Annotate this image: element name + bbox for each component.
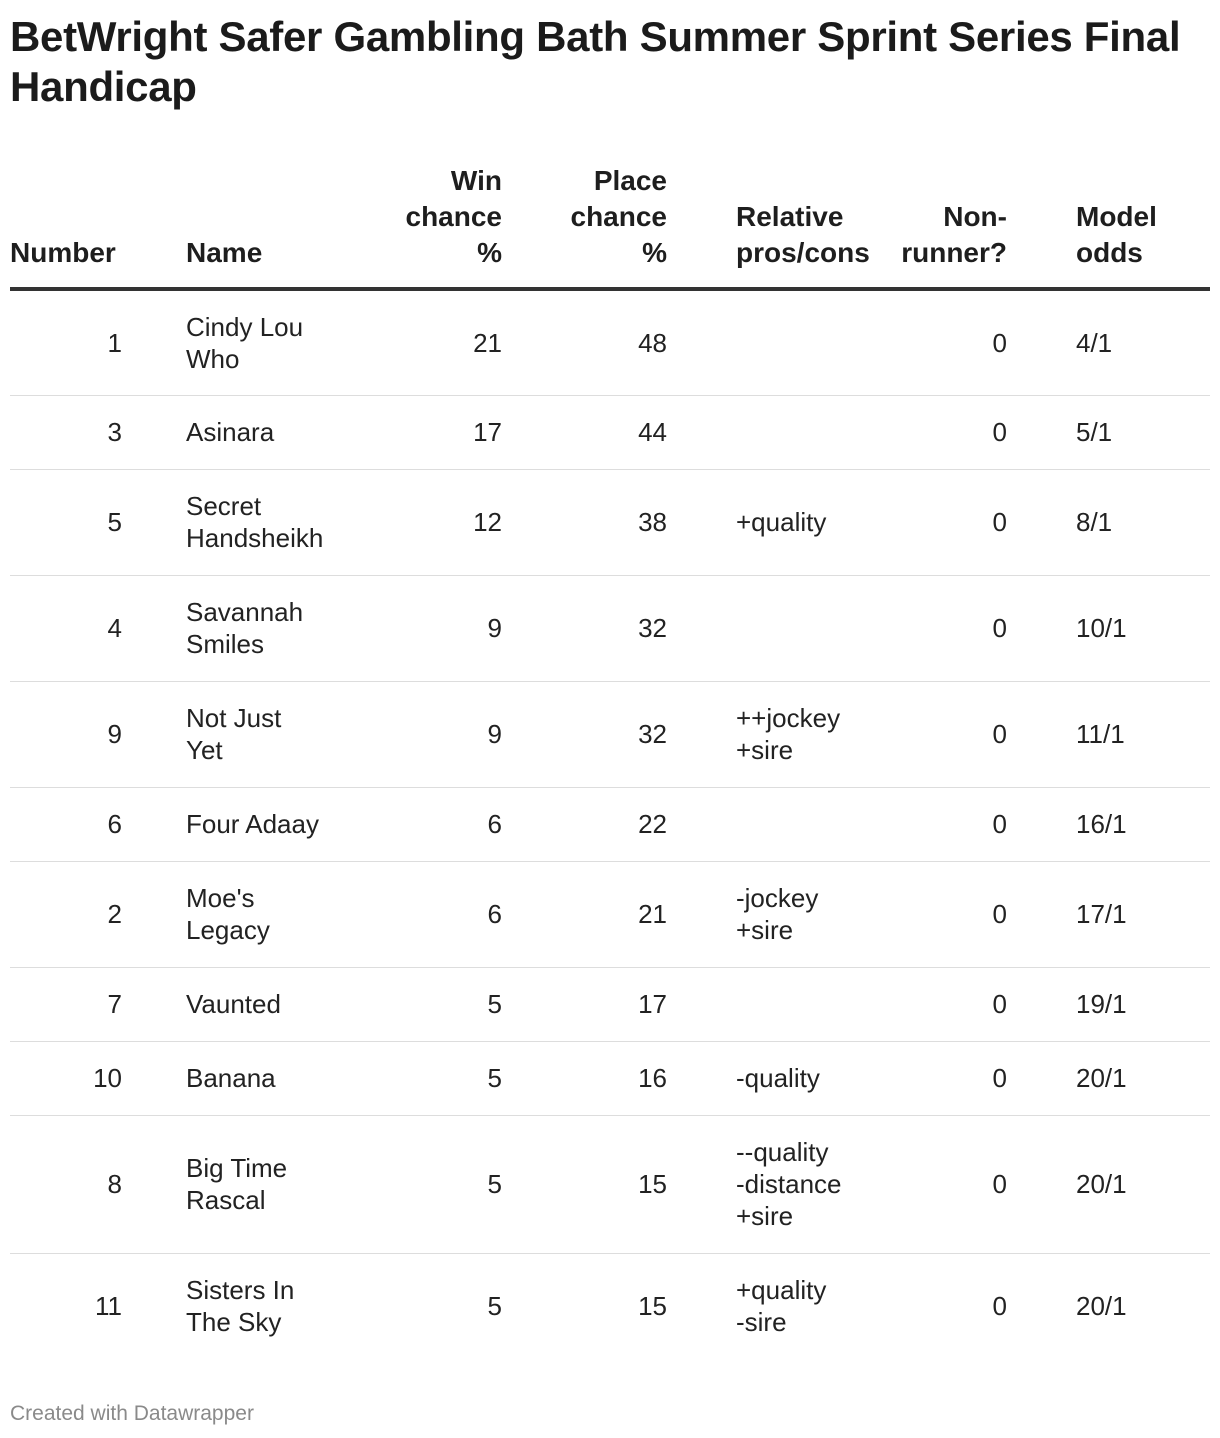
cell-pros-cons: +quality -sire	[736, 1275, 827, 1338]
cell-pros-cons: --quality -distance +sire	[671, 1115, 871, 1253]
cell-model-odds: 20/1	[1011, 1041, 1210, 1115]
chart-title: BetWright Safer Gambling Bath Summer Sprint Series Final Handicap	[10, 13, 1181, 110]
cell-pros-cons	[671, 787, 871, 861]
cell-name: Moe's Legacy	[186, 861, 346, 967]
cell-model-odds: 16/1	[1011, 787, 1210, 861]
column-header-non-runner[interactable]: Non- runner?	[871, 163, 1011, 289]
table-row	[10, 1253, 1210, 1359]
cell-pros-cons: -jockey +sire	[671, 861, 871, 967]
cell-name: Four Adaay	[186, 787, 346, 861]
cell-non-runner: 0	[871, 681, 1011, 787]
table-body	[10, 289, 1210, 1359]
cell-non-runner: 0	[871, 469, 1011, 575]
cell-number: 4	[10, 575, 186, 681]
cell-model-odds: 5/1	[1011, 395, 1210, 469]
cell-pros-cons	[671, 395, 871, 469]
cell-win-chance: 17	[346, 395, 506, 469]
odds-table	[10, 163, 1210, 1359]
cell-win-chance: 12	[346, 469, 506, 575]
table-row	[10, 681, 1210, 787]
cell-number: 11	[95, 1291, 122, 1322]
cell-number: 3	[10, 395, 186, 469]
cell-pros-cons: ++jockey +sire	[671, 681, 871, 787]
cell-pros-cons: -quality	[671, 1041, 871, 1115]
cell-name: Asinara	[186, 395, 346, 469]
column-header-pros-cons[interactable]: Relative pros/cons	[671, 163, 871, 289]
table-row	[10, 395, 1210, 469]
cell-number: 9	[10, 681, 186, 787]
cell-number: 8	[10, 1115, 186, 1253]
cell-non-runner: 0	[871, 575, 1011, 681]
column-header-number[interactable]: Number	[10, 163, 186, 289]
cell-pros-cons	[671, 289, 871, 395]
cell-place-chance: 17	[506, 967, 671, 1041]
cell-place-chance: 38	[506, 469, 671, 575]
cell-number: 2	[10, 861, 186, 967]
cell-non-runner: 0	[871, 1041, 1011, 1115]
cell-name: Savannah Smiles	[186, 575, 346, 681]
cell-place-chance: 21	[506, 861, 671, 967]
table-row	[10, 469, 1210, 575]
table-row	[10, 861, 1210, 967]
cell-model-odds: 17/1	[1011, 861, 1210, 967]
cell-name: Cindy Lou Who	[186, 289, 346, 395]
cell-win-chance: 6	[346, 861, 506, 967]
cell-model-odds: 20/1	[1011, 1115, 1210, 1253]
table-row	[10, 575, 1210, 681]
cell-model-odds: 20/1	[1076, 1291, 1127, 1322]
column-header-win[interactable]: Win chance %	[346, 163, 506, 289]
cell-place-chance: 16	[506, 1041, 671, 1115]
cell-number: 7	[10, 967, 186, 1041]
cell-place-chance: 32	[506, 575, 671, 681]
cell-number: 5	[10, 469, 186, 575]
cell-model-odds: 10/1	[1011, 575, 1210, 681]
cell-name: Vaunted	[186, 967, 346, 1041]
cell-win-chance: 9	[346, 575, 506, 681]
cell-win-chance: 5	[346, 967, 506, 1041]
header-row	[10, 163, 1210, 289]
cell-win-chance: 9	[346, 681, 506, 787]
table-row	[10, 289, 1210, 395]
cell-win-chance: 21	[346, 289, 506, 395]
cell-number: 10	[10, 1041, 186, 1115]
cell-pros-cons: +quality	[671, 469, 871, 575]
cell-pros-cons	[671, 967, 871, 1041]
cell-number: 6	[10, 787, 186, 861]
cell-non-runner: 0	[871, 967, 1011, 1041]
footer-credit: Created with Datawrapper	[10, 1402, 254, 1425]
cell-non-runner: 0	[871, 289, 1011, 395]
cell-model-odds: 4/1	[1011, 289, 1210, 395]
cell-name: Banana	[186, 1041, 346, 1115]
cell-win-chance: 5	[346, 1115, 506, 1253]
cell-non-runner: 0	[871, 395, 1011, 469]
cell-non-runner: 0	[871, 1115, 1011, 1253]
cell-non-runner: 0	[992, 1291, 1007, 1322]
cell-place-chance: 22	[506, 787, 671, 861]
column-header-model-odds[interactable]: Model odds	[1011, 163, 1210, 289]
cell-number: 1	[10, 289, 186, 395]
cell-place-chance: 15	[638, 1291, 667, 1322]
cell-name: Sisters In The Sky	[186, 1275, 295, 1338]
cell-place-chance: 48	[506, 289, 671, 395]
cell-non-runner: 0	[871, 861, 1011, 967]
table-row	[10, 1115, 1210, 1253]
column-header-name[interactable]: Name	[186, 163, 346, 289]
table-row	[10, 787, 1210, 861]
cell-name: Secret Handsheikh	[186, 469, 346, 575]
cell-model-odds: 11/1	[1011, 681, 1210, 787]
cell-place-chance: 44	[506, 395, 671, 469]
cell-win-chance: 5	[487, 1291, 502, 1322]
column-header-place[interactable]: Place chance %	[506, 163, 671, 289]
cell-non-runner: 0	[871, 787, 1011, 861]
cell-pros-cons	[671, 575, 871, 681]
cell-name: Big Time Rascal	[186, 1115, 346, 1253]
cell-name: Not Just Yet	[186, 681, 346, 787]
cell-place-chance: 15	[506, 1115, 671, 1253]
table-row	[10, 967, 1210, 1041]
cell-win-chance: 6	[346, 787, 506, 861]
table-row	[10, 1041, 1210, 1115]
cell-model-odds: 8/1	[1011, 469, 1210, 575]
cell-place-chance: 32	[506, 681, 671, 787]
cell-win-chance: 5	[346, 1041, 506, 1115]
cell-model-odds: 19/1	[1011, 967, 1210, 1041]
